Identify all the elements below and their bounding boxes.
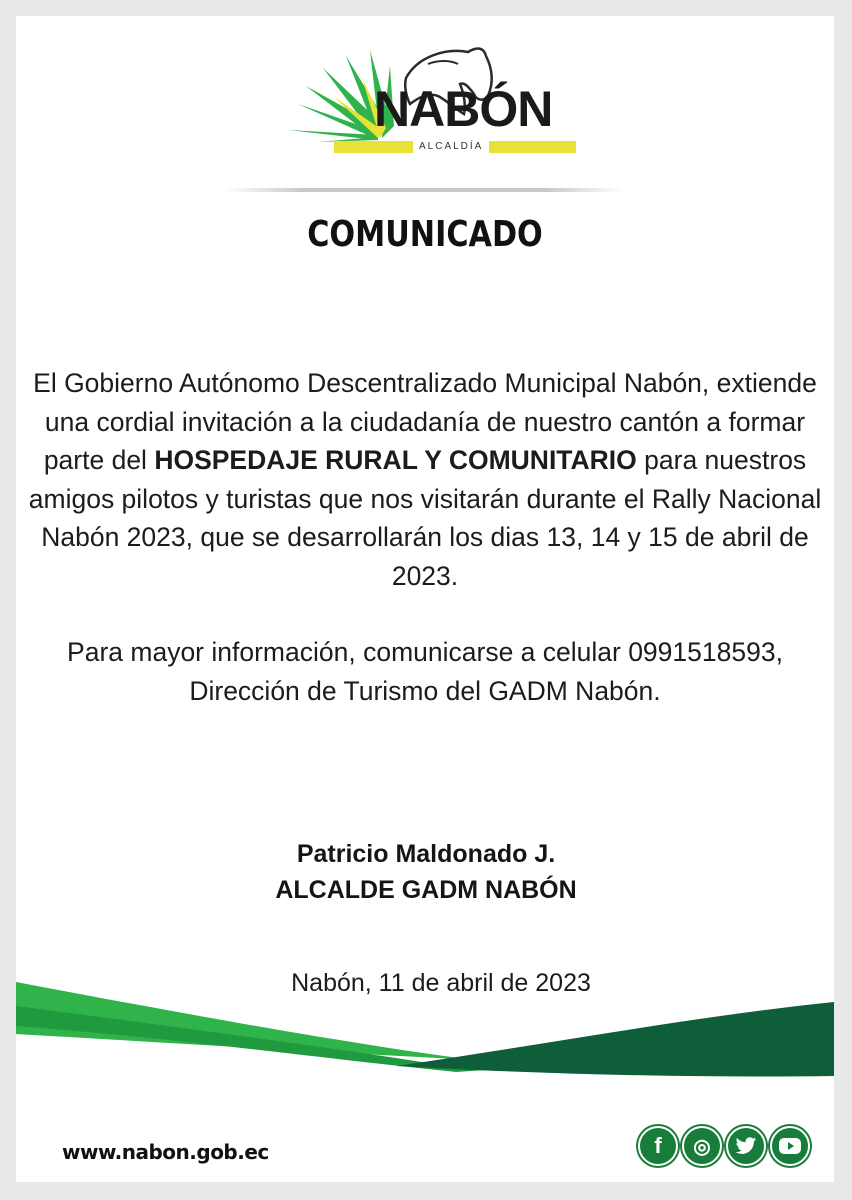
nabon-logo: [278, 38, 588, 183]
twitter-icon[interactable]: [726, 1126, 766, 1166]
website-link[interactable]: www.nabon.gob.ec: [62, 1140, 269, 1164]
page-title: COMUNICADO: [307, 214, 543, 255]
header-divider: [224, 188, 624, 192]
invitation-text-part1: El Gobierno Autónomo Descentralizado Municipal Nabón, extiende una cordial invitación a la ciudadanía de nuestro cantón a formar parte del: [33, 368, 817, 475]
signer-role: ALCALDE GADM NABÓN: [275, 876, 577, 904]
document-page: [16, 16, 834, 1182]
signer-name: Patricio Maldonado J.: [296, 840, 556, 868]
signature-block: [206, 836, 646, 908]
youtube-icon[interactable]: [770, 1126, 810, 1166]
green-wave-decoration: [16, 976, 834, 1116]
logo-subtitle: ALCALDÍA: [413, 141, 489, 153]
invitation-paragraph: [26, 364, 824, 595]
facebook-icon[interactable]: f: [638, 1126, 678, 1166]
contact-line-2: Dirección de Turismo del GADM Nabón.: [189, 675, 661, 706]
logo-name: NABÓN: [374, 81, 553, 137]
social-links: [638, 1126, 810, 1168]
document-date: Nabón, 11 de abril de 2023: [291, 969, 591, 997]
contact-line-1: Para mayor información, comunicarse a celular 0991518593,: [67, 637, 783, 667]
contact-paragraph: [26, 633, 824, 710]
announcement-body: [26, 364, 824, 710]
invitation-text-part2: para nuestros amigos pilotos y turistas que nos visitarán durante el Rally Nacional Nabón 2023, que se desarrollarán los dias 13, 14 y 15 de abril de 2023.: [28, 445, 822, 591]
invitation-highlight: HOSPEDAJE RURAL Y COMUNITARIO: [154, 445, 637, 475]
instagram-icon[interactable]: ◎: [682, 1126, 722, 1166]
